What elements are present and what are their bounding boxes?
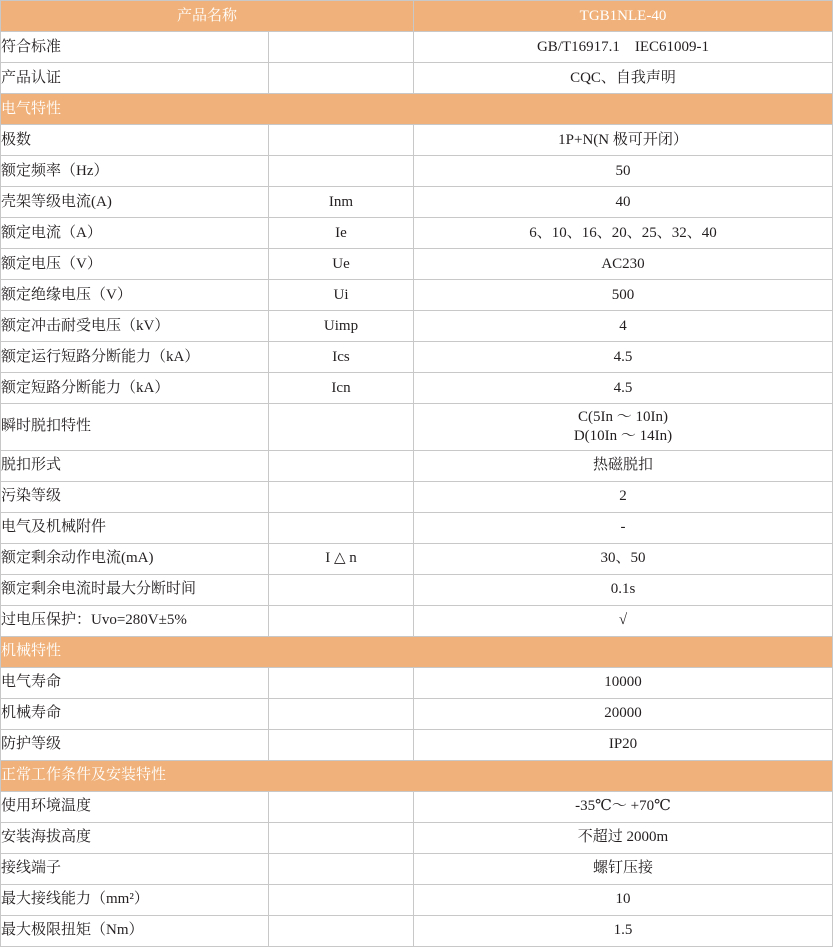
row-parameter-value: 50 — [414, 156, 833, 187]
table-row — [1, 729, 833, 760]
row-parameter-name: 瞬时脱扣特性 — [1, 404, 269, 451]
table-row — [1, 156, 833, 187]
row-parameter-symbol — [269, 853, 414, 884]
row-parameter-symbol: Ue — [269, 249, 414, 280]
row-parameter-value: 不超过 2000m — [414, 822, 833, 853]
row-parameter-value: √ — [414, 605, 833, 636]
row-parameter-value-line: D(10In ～ 14In) — [573, 427, 673, 444]
row-parameter-name: 额定冲击耐受电压（kV） — [1, 311, 269, 342]
row-parameter-symbol — [269, 404, 414, 451]
table-row — [1, 404, 833, 451]
row-parameter-name: 极数 — [1, 125, 269, 156]
row-parameter-name: 使用环境温度 — [1, 791, 269, 822]
row-parameter-value: IP20 — [414, 729, 833, 760]
row-parameter-value: 10 — [414, 884, 833, 915]
row-parameter-value: CQC、自我声明 — [414, 63, 833, 94]
row-parameter-name: 符合标准 — [1, 32, 269, 63]
row-parameter-symbol — [269, 481, 414, 512]
table-header-row — [1, 1, 833, 32]
row-parameter-value: 热磁脱扣 — [414, 450, 833, 481]
table-row — [1, 605, 833, 636]
row-parameter-name: 额定短路分断能力（kA） — [1, 373, 269, 404]
row-parameter-value: 4.5 — [414, 342, 833, 373]
row-parameter-value: 10000 — [414, 667, 833, 698]
section-band-row — [1, 760, 833, 791]
row-parameter-symbol: Uimp — [269, 311, 414, 342]
row-parameter-value: 500 — [414, 280, 833, 311]
row-parameter-name: 污染等级 — [1, 481, 269, 512]
row-parameter-name: 最大接线能力（mm²） — [1, 884, 269, 915]
row-parameter-symbol — [269, 791, 414, 822]
row-parameter-name: 接线端子 — [1, 853, 269, 884]
table-row — [1, 373, 833, 404]
row-parameter-name: 额定剩余电流时最大分断时间 — [1, 574, 269, 605]
row-parameter-symbol — [269, 698, 414, 729]
row-parameter-name: 电气及机械附件 — [1, 512, 269, 543]
row-parameter-name: 额定运行短路分断能力（kA） — [1, 342, 269, 373]
table-row — [1, 280, 833, 311]
row-parameter-value: 30、50 — [414, 543, 833, 574]
table-row — [1, 853, 833, 884]
row-parameter-name: 安装海拔高度 — [1, 822, 269, 853]
row-parameter-symbol — [269, 512, 414, 543]
row-parameter-value: 4.5 — [414, 373, 833, 404]
table-row — [1, 512, 833, 543]
table-row — [1, 481, 833, 512]
row-parameter-symbol — [269, 125, 414, 156]
row-parameter-symbol — [269, 32, 414, 63]
row-parameter-value: 2 — [414, 481, 833, 512]
table-row — [1, 125, 833, 156]
row-parameter-value — [414, 404, 833, 451]
spec-table-body — [1, 1, 833, 947]
table-row — [1, 543, 833, 574]
row-parameter-symbol — [269, 574, 414, 605]
table-row — [1, 249, 833, 280]
row-parameter-value: 20000 — [414, 698, 833, 729]
row-parameter-symbol — [269, 63, 414, 94]
row-parameter-value: -35℃～ +70℃ — [414, 791, 833, 822]
section-title: 机械特性 — [1, 636, 833, 667]
table-row — [1, 63, 833, 94]
table-row — [1, 32, 833, 63]
row-parameter-symbol — [269, 667, 414, 698]
row-parameter-symbol: Ie — [269, 218, 414, 249]
row-parameter-symbol — [269, 450, 414, 481]
table-row — [1, 574, 833, 605]
section-band-row — [1, 94, 833, 125]
row-parameter-name: 脱扣形式 — [1, 450, 269, 481]
row-parameter-name: 最大极限扭矩（Nm） — [1, 915, 269, 946]
row-parameter-symbol — [269, 822, 414, 853]
row-parameter-symbol: I △ n — [269, 543, 414, 574]
table-row — [1, 698, 833, 729]
row-parameter-value-line: C(5In ～ 10In) — [578, 409, 668, 425]
row-parameter-symbol — [269, 729, 414, 760]
row-parameter-name: 额定绝缘电压（V） — [1, 280, 269, 311]
row-parameter-symbol — [269, 884, 414, 915]
table-row — [1, 342, 833, 373]
row-parameter-value: 1P+N(N 极可开闭） — [414, 125, 833, 156]
row-parameter-value: 6、10、16、20、25、32、40 — [414, 218, 833, 249]
row-parameter-name: 额定频率（Hz） — [1, 156, 269, 187]
section-band-row — [1, 636, 833, 667]
table-row — [1, 884, 833, 915]
table-row — [1, 822, 833, 853]
row-parameter-symbol — [269, 605, 414, 636]
row-parameter-name: 过电压保护：Uvo=280V±5% — [1, 605, 269, 636]
row-parameter-value: - — [414, 512, 833, 543]
row-parameter-value: 0.1s — [414, 574, 833, 605]
row-parameter-value: 4 — [414, 311, 833, 342]
header-product-model: TGB1NLE-40 — [414, 1, 833, 32]
row-parameter-value: GB/T16917.1 IEC61009-1 — [414, 32, 833, 63]
row-parameter-value: 40 — [414, 187, 833, 218]
row-parameter-symbol: Icn — [269, 373, 414, 404]
table-row — [1, 311, 833, 342]
row-parameter-name: 防护等级 — [1, 729, 269, 760]
row-parameter-symbol — [269, 915, 414, 946]
section-title: 电气特性 — [1, 94, 833, 125]
table-row — [1, 187, 833, 218]
table-row — [1, 915, 833, 946]
row-parameter-name: 额定剩余动作电流(mA) — [1, 543, 269, 574]
row-parameter-value: 1.5 — [414, 915, 833, 946]
row-parameter-symbol: Inm — [269, 187, 414, 218]
table-row — [1, 450, 833, 481]
row-parameter-symbol: Ui — [269, 280, 414, 311]
row-parameter-name: 产品认证 — [1, 63, 269, 94]
row-parameter-name: 电气寿命 — [1, 667, 269, 698]
row-parameter-name: 额定电流（A） — [1, 218, 269, 249]
table-row — [1, 791, 833, 822]
section-title: 正常工作条件及安装特性 — [1, 760, 833, 791]
header-product-name-label: 产品名称 — [1, 1, 414, 32]
row-parameter-name: 额定电压（V） — [1, 249, 269, 280]
row-parameter-name: 壳架等级电流(A) — [1, 187, 269, 218]
table-row — [1, 218, 833, 249]
row-parameter-name: 机械寿命 — [1, 698, 269, 729]
row-parameter-value: AC230 — [414, 249, 833, 280]
row-parameter-value: 螺钉压接 — [414, 853, 833, 884]
row-parameter-symbol — [269, 156, 414, 187]
table-row — [1, 667, 833, 698]
row-parameter-symbol: Ics — [269, 342, 414, 373]
